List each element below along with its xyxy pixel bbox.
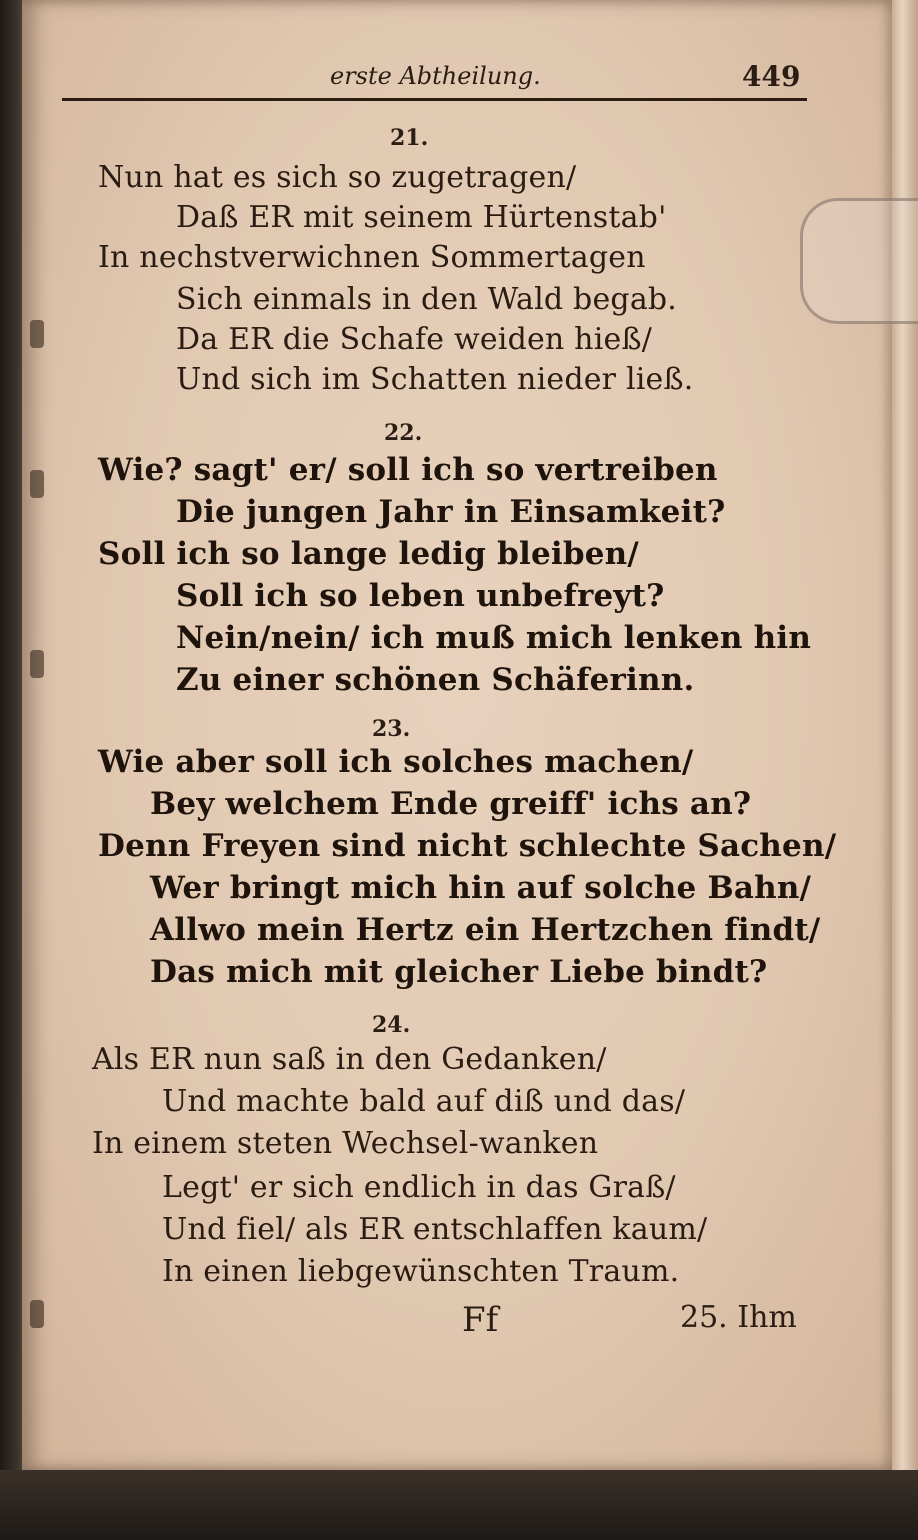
verse-line: Wie aber soll ich solches machen/ — [98, 744, 694, 780]
scan-background — [0, 1470, 918, 1540]
verse-line: In nechstverwichnen Sommertagen — [98, 240, 646, 275]
catchword: 25. Ihm — [680, 1300, 797, 1335]
verse-line: Wer bringt mich hin auf solche Bahn/ — [150, 870, 812, 906]
verse-line: Bey welchem Ende greiff' ichs an? — [150, 786, 752, 822]
verse-line: Soll ich so lange ledig bleiben/ — [98, 536, 639, 572]
verse-line: Daß ER mit seinem Hürtenstab' — [176, 200, 667, 235]
verse-line: In einen liebgewünschten Traum. — [162, 1254, 680, 1289]
verse-line: Sich einmals in den Wald begab. — [176, 282, 678, 317]
verse-line: In einem steten Wechsel-wanken — [92, 1126, 599, 1161]
stanza-number: 21. — [390, 125, 429, 151]
running-title: erste Abtheilung. — [330, 62, 541, 90]
verse-line: Nun hat es sich so zugetragen/ — [98, 160, 577, 195]
verse-line: Denn Freyen sind nicht schlechte Sachen/ — [98, 828, 837, 864]
left-margin-showthrough — [26, 90, 50, 1390]
signature-mark: Ff — [462, 1300, 499, 1340]
verse-line: Allwo mein Hertz ein Hertzchen findt/ — [150, 912, 821, 948]
verse-line: Zu einer schönen Schäferinn. — [176, 662, 695, 698]
header-rule — [62, 98, 807, 101]
verse-line: Die jungen Jahr in Einsamkeit? — [176, 494, 726, 530]
verse-line: Da ER die Schafe weiden hieß/ — [176, 322, 653, 357]
verse-line: Nein/nein/ ich muß mich lenken hin — [176, 620, 812, 656]
verse-line: Und machte bald auf diß und das/ — [162, 1084, 686, 1119]
verse-line: Legt' er sich endlich in das Graß/ — [162, 1170, 676, 1205]
verse-line: Als ER nun saß in den Gedanken/ — [92, 1042, 607, 1077]
verse-line: Und sich im Schatten nieder ließ. — [176, 362, 694, 397]
page-number: 449 — [742, 60, 801, 93]
stanza-number: 22. — [384, 420, 423, 446]
verse-line: Das mich mit gleicher Liebe bindt? — [150, 954, 768, 990]
stanza-number: 24. — [372, 1012, 411, 1038]
verse-line: Wie? sagt' er/ soll ich so vertreiben — [98, 452, 718, 488]
verse-line: Soll ich so leben unbefreyt? — [176, 578, 665, 614]
verse-line: Und fiel/ als ER entschlaffen kaum/ — [162, 1212, 708, 1247]
page-clip — [800, 198, 918, 324]
stanza-number: 23. — [372, 716, 411, 742]
